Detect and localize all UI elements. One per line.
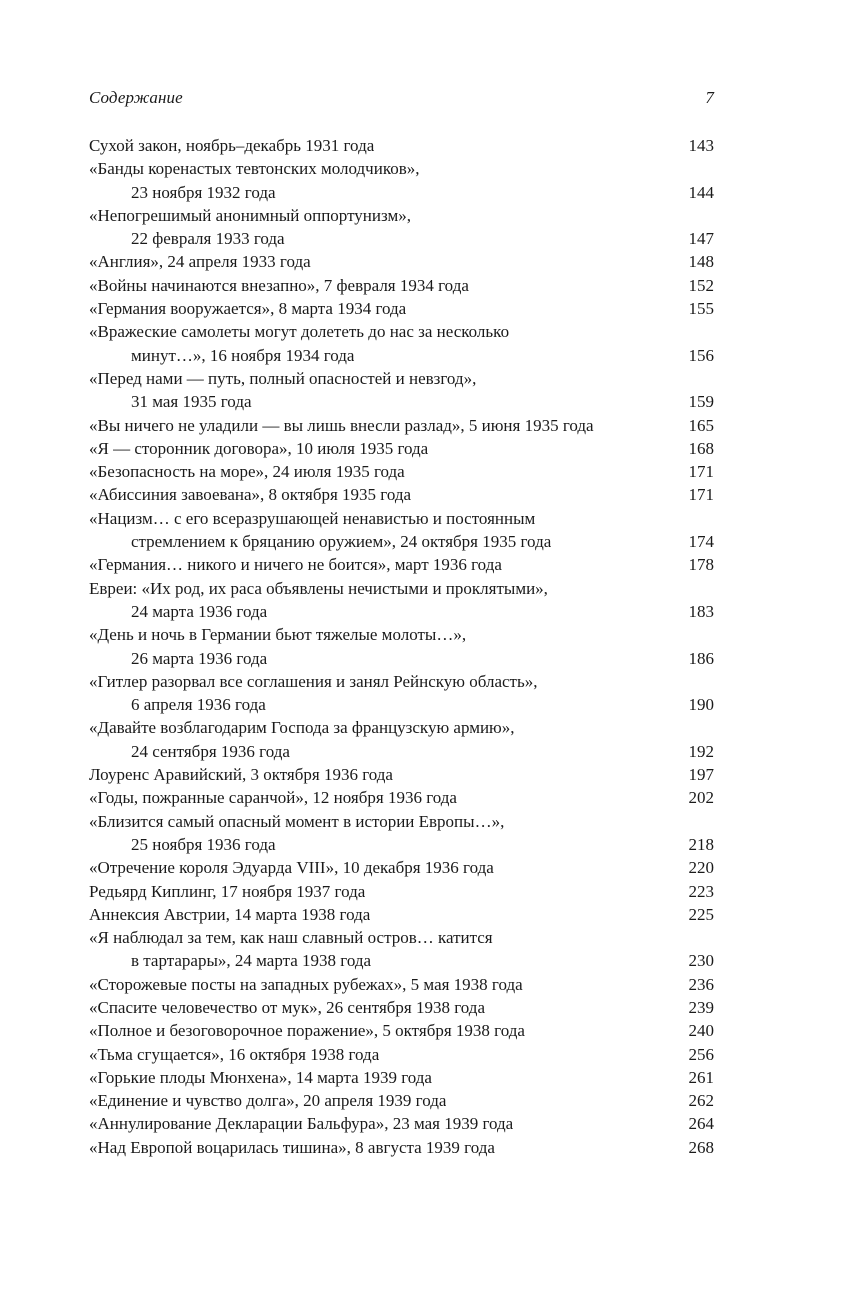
toc-entry-title: 25 ноября 1936 года <box>131 834 276 854</box>
toc-entry-page: 236 <box>688 974 714 994</box>
toc-entry-title: «Безопасность на море», 24 июля 1935 года <box>89 462 405 482</box>
toc-entry-line <box>89 903 714 926</box>
toc-entry-continuation <box>89 344 714 367</box>
toc-entry-title: 22 февраля 1933 года <box>131 229 285 249</box>
toc-entry-page: 143 <box>688 136 714 155</box>
toc-entry-page: 268 <box>688 1137 714 1157</box>
toc-entry-title: «Англия», 24 апреля 1933 года <box>89 252 311 272</box>
toc-entry-title: «Перед нами — путь, полный опасностей и невзгод», <box>89 368 477 388</box>
toc-entry-continuation <box>89 600 714 623</box>
toc-entry-title: «Над Европой воцарилась тишина», 8 августа 1939 года <box>89 1137 495 1157</box>
toc-entry-line <box>89 1066 714 1089</box>
running-head-title: Содержание <box>89 88 183 107</box>
toc-entry-page: 262 <box>688 1091 714 1111</box>
toc-entry-continuation <box>89 647 714 670</box>
toc-entry-title: «Нацизм… с его всеразрушающей ненавистью и постоянным <box>89 508 536 528</box>
toc-entry[interactable] <box>89 437 714 460</box>
toc-entry[interactable] <box>89 903 714 926</box>
toc-entry-page: 261 <box>688 1067 714 1087</box>
toc-entry-line <box>89 623 714 646</box>
toc-entry[interactable] <box>89 274 714 297</box>
toc-entry-page: 148 <box>688 252 714 272</box>
toc-entry[interactable] <box>89 297 714 320</box>
toc-entry-page: 192 <box>688 741 714 761</box>
toc-entry-line <box>89 134 714 157</box>
toc-entry-page: 190 <box>688 695 714 715</box>
toc-entry-title: Сухой закон, ноябрь–декабрь 1931 года <box>89 136 375 155</box>
toc-entry[interactable] <box>89 483 714 506</box>
toc-entry-line <box>89 973 714 996</box>
toc-entry-page: 223 <box>688 881 714 901</box>
toc-entry-title: 31 мая 1935 года <box>131 392 252 412</box>
toc-entry[interactable] <box>89 134 714 157</box>
toc-entry-title: Аннексия Австрии, 14 марта 1938 года <box>89 904 371 924</box>
running-head <box>89 88 714 118</box>
toc-entry-title: «Я — сторонник договора», 10 июля 1935 года <box>89 438 429 458</box>
toc-entry-line <box>89 1019 714 1042</box>
toc-entry-title: «Давайте возблагодарим Господа за французскую армию», <box>89 718 515 738</box>
toc-entry-title: «Абиссиния завоевана», 8 октября 1935 года <box>89 485 412 505</box>
toc-entry-line <box>89 786 714 809</box>
toc-entry-page: 225 <box>688 904 714 924</box>
toc-entry-title: «Германия… никого и ничего не боится», март 1936 года <box>89 555 502 575</box>
toc-entry-page: 147 <box>688 229 714 249</box>
toc-entry[interactable] <box>89 1043 714 1066</box>
toc-entry-title: «Горькие плоды Мюнхена», 14 марта 1939 года <box>89 1067 432 1087</box>
toc-entry-page: 186 <box>688 648 714 668</box>
toc-entry-continuation <box>89 833 714 856</box>
toc-entry-title: Редьярд Киплинг, 17 ноября 1937 года <box>89 881 366 901</box>
toc-entry[interactable] <box>89 810 714 857</box>
toc-entry[interactable] <box>89 157 714 204</box>
toc-entry-title: Евреи: «Их род, их раса объявлены нечистыми и проклятыми», <box>89 578 548 598</box>
toc-entry-line <box>89 1112 714 1135</box>
toc-entry-line <box>89 320 714 343</box>
toc-entry-page: 202 <box>688 788 714 808</box>
toc-entry-title: «Вражеские самолеты могут долететь до нас за несколько <box>89 322 510 342</box>
toc-entry[interactable] <box>89 367 714 414</box>
toc-entry-page: 171 <box>688 485 714 505</box>
toc-entry-page: 197 <box>688 765 714 785</box>
toc-entry-page: 239 <box>688 997 714 1017</box>
toc-entry[interactable] <box>89 786 714 809</box>
toc-entry-title: 26 марта 1936 года <box>131 648 268 668</box>
toc-entry-line <box>89 926 714 949</box>
toc-entry-line <box>89 553 714 576</box>
toc-entry-line <box>89 763 714 786</box>
toc-entry-title: «Близится самый опасный момент в истории Европы…», <box>89 811 505 831</box>
toc-entry-title: 6 апреля 1936 года <box>131 695 266 715</box>
toc-entry-line <box>89 483 714 506</box>
book-page <box>89 88 714 1159</box>
toc-entry-continuation <box>89 390 714 413</box>
toc-entry-line <box>89 507 714 530</box>
toc-entry-line <box>89 577 714 600</box>
toc-entry-line <box>89 1089 714 1112</box>
toc-entry-title: «Аннулирование Декларации Бальфура», 23 мая 1939 года <box>89 1114 514 1134</box>
toc-entry-title: «Германия вооружается», 8 марта 1934 года <box>89 299 407 319</box>
toc-entry[interactable] <box>89 1019 714 1042</box>
toc-entry-title: «Полное и безоговорочное поражение», 5 октября 1938 года <box>89 1021 525 1041</box>
toc-entry-page: 152 <box>688 275 714 295</box>
toc-entry-continuation <box>89 530 714 553</box>
toc-entry-page: 183 <box>688 601 714 621</box>
toc-entry[interactable] <box>89 553 714 576</box>
toc-entry[interactable] <box>89 763 714 786</box>
toc-entry-continuation <box>89 227 714 250</box>
toc-entry-title: 24 сентября 1936 года <box>131 741 290 761</box>
toc-entry-page: 156 <box>688 345 714 365</box>
toc-entry[interactable] <box>89 460 714 483</box>
toc-entry[interactable] <box>89 880 714 903</box>
toc-entry-title: в тартарары», 24 марта 1938 года <box>131 951 372 971</box>
toc-entry-title: «Тьма сгущается», 16 октября 1938 года <box>89 1044 380 1064</box>
toc-entry-title: Лоуренс Аравийский, 3 октября 1936 года <box>89 765 393 785</box>
toc-entry[interactable] <box>89 320 714 367</box>
toc-entry-page: 264 <box>688 1114 714 1134</box>
toc-entry[interactable] <box>89 507 714 554</box>
toc-entry-line <box>89 274 714 297</box>
toc-entry-line <box>89 670 714 693</box>
toc-entry-title: «Непогрешимый анонимный оппортунизм», <box>89 205 411 225</box>
toc-entry-title: «Годы, пожранные саранчой», 12 ноября 1936 года <box>89 788 457 808</box>
toc-entry-line <box>89 810 714 833</box>
toc-entry-line <box>89 157 714 180</box>
toc-entry-page: 159 <box>688 392 714 412</box>
toc-entry[interactable] <box>89 670 714 717</box>
toc-entry[interactable] <box>89 1066 714 1089</box>
toc-entry-continuation <box>89 740 714 763</box>
toc-entry-page: 240 <box>688 1021 714 1041</box>
toc-entry-title: минут…», 16 ноября 1934 года <box>131 345 355 365</box>
toc-entry-title: «Банды коренастых тевтонских молодчиков», <box>89 159 420 179</box>
table-of-contents <box>89 134 714 1159</box>
toc-entry-page: 178 <box>688 555 714 575</box>
toc-entry-title: «Единение и чувство долга», 20 апреля 1939 года <box>89 1091 447 1111</box>
toc-entry-title: «День и ночь в Германии бьют тяжелые молоты…», <box>89 625 467 645</box>
toc-entry-title: 24 марта 1936 года <box>131 601 268 621</box>
toc-entry-line <box>89 414 714 437</box>
toc-entry-title: «Вы ничего не уладили — вы лишь внесли разлад», 5 июня 1935 года <box>89 415 594 435</box>
toc-entry-page: 155 <box>688 299 714 319</box>
toc-entry-title: «Сторожевые посты на западных рубежах», 5 мая 1938 года <box>89 974 523 994</box>
toc-entry-title: «Гитлер разорвал все соглашения и занял Рейнскую область», <box>89 671 538 691</box>
toc-entry[interactable] <box>89 414 714 437</box>
toc-entry-continuation <box>89 949 714 972</box>
toc-entry-line <box>89 856 714 879</box>
toc-entry[interactable] <box>89 204 714 251</box>
toc-entry-line <box>89 297 714 320</box>
toc-entry-continuation <box>89 693 714 716</box>
toc-entry-title: 23 ноября 1932 года <box>131 182 276 202</box>
toc-entry-title: «Я наблюдал за тем, как наш славный остров… катится <box>89 928 493 948</box>
toc-entry[interactable] <box>89 1112 714 1135</box>
toc-entry-page: 165 <box>688 415 714 435</box>
toc-entry-line <box>89 1136 714 1159</box>
toc-entry-line <box>89 367 714 390</box>
toc-entry-title: стремлением к бряцанию оружием», 24 октября 1935 года <box>131 532 552 552</box>
toc-entry-line <box>89 460 714 483</box>
toc-entry[interactable] <box>89 856 714 879</box>
toc-entry-page: 171 <box>688 462 714 482</box>
toc-entry[interactable] <box>89 1089 714 1112</box>
toc-entry-page: 220 <box>688 858 714 878</box>
toc-entry[interactable] <box>89 996 714 1019</box>
toc-entry[interactable] <box>89 623 714 670</box>
toc-entry[interactable] <box>89 716 714 763</box>
toc-entry-page: 230 <box>688 951 714 971</box>
toc-entry-line <box>89 437 714 460</box>
toc-entry-page: 144 <box>688 182 714 202</box>
toc-entry-line <box>89 996 714 1019</box>
toc-entry-line <box>89 204 714 227</box>
toc-entry-line <box>89 880 714 903</box>
toc-entry-line <box>89 1043 714 1066</box>
toc-entry[interactable] <box>89 577 714 624</box>
toc-entry-page: 174 <box>688 532 714 552</box>
toc-entry[interactable] <box>89 250 714 273</box>
toc-entry[interactable] <box>89 926 714 973</box>
toc-entry[interactable] <box>89 973 714 996</box>
toc-entry-page: 218 <box>688 834 714 854</box>
toc-entry[interactable] <box>89 1136 714 1159</box>
page-number: 7 <box>705 88 714 107</box>
toc-entry-title: «Войны начинаются внезапно», 7 февраля 1934 года <box>89 275 469 295</box>
toc-entry-line <box>89 716 714 739</box>
toc-entry-title: «Спасите человечество от мук», 26 сентября 1938 года <box>89 997 485 1017</box>
toc-entry-continuation <box>89 181 714 204</box>
toc-entry-line <box>89 250 714 273</box>
toc-entry-page: 168 <box>688 438 714 458</box>
toc-entry-title: «Отречение короля Эдуарда VIII», 10 декабря 1936 года <box>89 858 494 878</box>
toc-entry-page: 256 <box>688 1044 714 1064</box>
